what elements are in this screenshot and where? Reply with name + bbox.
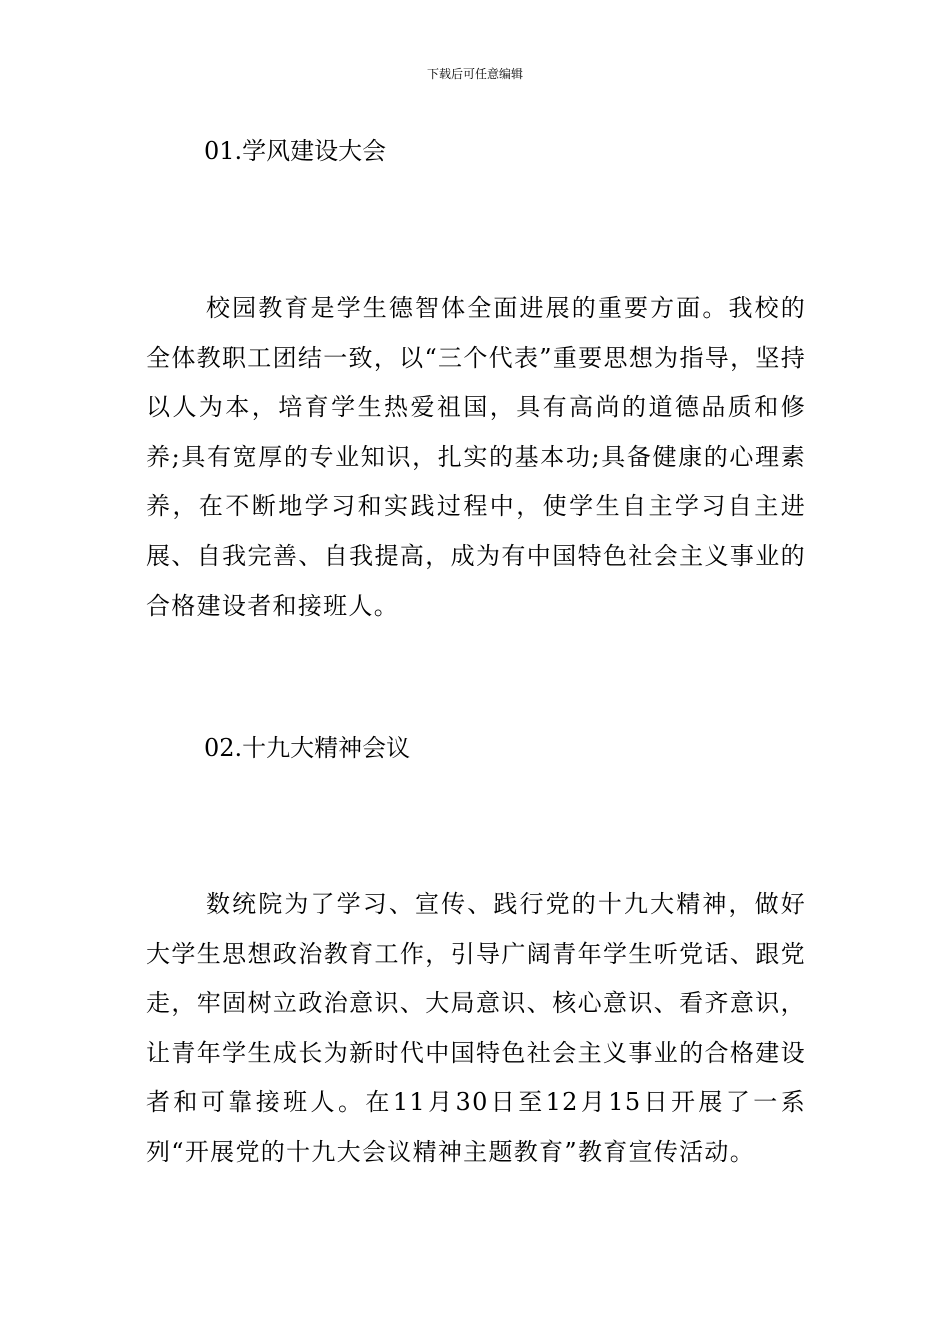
section-heading-2: 02.十九大精神会议 (204, 734, 411, 762)
section-heading-1: 01.学风建设大会 (204, 137, 387, 165)
section-paragraph-1: 校园教育是学生德智体全面进展的重要方面。我校的全体教职工团结一致，以“三个代表”重要思想为指导，坚持以人为本，培育学生热爱祖国，具有高尚的道德品质和修养;具有宽厚的专业知识，扎实的基本功;具备健康的心理素养，在不断地学习和实践过程中，使学生自主学习自主进展、自我完善、自我提高，成为有中国特色社会主义事业的合格建设者和接班人。 (146, 294, 806, 620)
section-paragraph-2: 数统院为了学习、宣传、践行党的十九大精神，做好大学生思想政治教育工作，引导广阔青年学生听党话、跟党走，牢固树立政治意识、大局意识、核心意识、看齐意识，让青年学生成长为新时代中国特色社会主义事业的合格建设者和可靠接班人。在11月30日至12月15日开展了一系列“开展党的十九大会议精神主题教育”教育宣传活动。 (146, 890, 806, 1166)
page-header-note: 下载后可任意编辑 (426, 67, 523, 81)
